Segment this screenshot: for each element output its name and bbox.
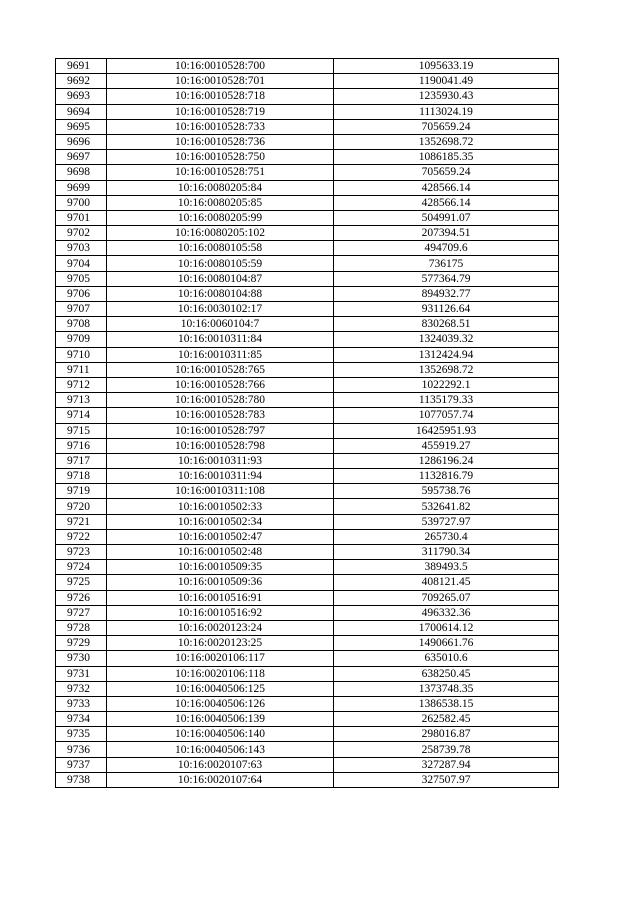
table-row [56,666,559,681]
table-row [56,772,559,787]
table-row [56,696,559,711]
cadastral-number-cell: 10:16:0080104:87 [107,271,334,286]
value-cell: 1135179.33 [334,393,559,408]
table-row [56,180,559,195]
row-number-cell: 9725 [56,575,107,590]
cadastral-number-cell: 10:16:0030102:17 [107,302,334,317]
cadastral-number-cell: 10:16:0010516:91 [107,590,334,605]
row-number-cell: 9710 [56,347,107,362]
cadastral-number-cell: 10:16:0010502:48 [107,545,334,560]
value-cell: 428566.14 [334,180,559,195]
row-number-cell: 9714 [56,408,107,423]
row-number-cell: 9726 [56,590,107,605]
table-row [56,712,559,727]
table-row [56,423,559,438]
value-cell: 635010.6 [334,651,559,666]
row-number-cell: 9729 [56,636,107,651]
cadastral-number-cell: 10:16:0080205:84 [107,180,334,195]
value-cell: 207394.51 [334,226,559,241]
value-cell: 1022292.1 [334,377,559,392]
row-number-cell: 9732 [56,681,107,696]
cadastral-number-cell: 10:16:0020123:24 [107,620,334,635]
cadastral-number-cell: 10:16:0040506:126 [107,696,334,711]
row-number-cell: 9700 [56,195,107,210]
cadastral-number-cell: 10:16:0020106:118 [107,666,334,681]
cadastral-number-cell: 10:16:0010528:783 [107,408,334,423]
cadastral-number-cell: 10:16:0010311:108 [107,484,334,499]
row-number-cell: 9712 [56,377,107,392]
table-row [56,89,559,104]
table-row [56,150,559,165]
cadastral-number-cell: 10:16:0080205:85 [107,195,334,210]
cadastral-number-cell: 10:16:0010528:766 [107,377,334,392]
row-number-cell: 9716 [56,438,107,453]
value-cell: 595738.76 [334,484,559,499]
cadastral-number-cell: 10:16:0010509:36 [107,575,334,590]
cadastral-number-cell: 10:16:0010528:780 [107,393,334,408]
cadastral-number-cell: 10:16:0010528:700 [107,59,334,74]
table-row [56,636,559,651]
row-number-cell: 9704 [56,256,107,271]
value-cell: 327507.97 [334,772,559,787]
table-row [56,393,559,408]
cadastral-number-cell: 10:16:0080105:59 [107,256,334,271]
cadastral-number-cell: 10:16:0010528:751 [107,165,334,180]
cadastral-number-cell: 10:16:0010516:92 [107,605,334,620]
cadastral-number-cell: 10:16:0010528:718 [107,89,334,104]
row-number-cell: 9697 [56,150,107,165]
cadastral-number-cell: 10:16:0010311:84 [107,332,334,347]
table-row [56,499,559,514]
value-cell: 1352698.72 [334,362,559,377]
table-row [56,575,559,590]
cadastral-number-cell: 10:16:0010311:93 [107,453,334,468]
table-row [56,317,559,332]
row-number-cell: 9735 [56,727,107,742]
row-number-cell: 9694 [56,104,107,119]
table-row [56,271,559,286]
row-number-cell: 9706 [56,286,107,301]
table-row [56,332,559,347]
value-cell: 1352698.72 [334,134,559,149]
value-cell: 638250.45 [334,666,559,681]
table-row [56,226,559,241]
row-number-cell: 9705 [56,271,107,286]
row-number-cell: 9738 [56,772,107,787]
value-cell: 455919.27 [334,438,559,453]
table-row [56,256,559,271]
cadastral-number-cell: 10:16:0020107:64 [107,772,334,787]
table-row [56,757,559,772]
value-cell: 327287.94 [334,757,559,772]
table-row [56,484,559,499]
table-row [56,590,559,605]
row-number-cell: 9733 [56,696,107,711]
row-number-cell: 9722 [56,529,107,544]
table-row [56,529,559,544]
row-number-cell: 9734 [56,712,107,727]
value-cell: 830268.51 [334,317,559,332]
row-number-cell: 9709 [56,332,107,347]
value-cell: 705659.24 [334,119,559,134]
row-number-cell: 9728 [56,620,107,635]
value-cell: 577364.79 [334,271,559,286]
table-row [56,302,559,317]
table-row [56,241,559,256]
row-number-cell: 9696 [56,134,107,149]
table-row [56,560,559,575]
value-cell: 894932.77 [334,286,559,301]
value-cell: 504991.07 [334,210,559,225]
table-row [56,286,559,301]
row-number-cell: 9698 [56,165,107,180]
cadastral-number-cell: 10:16:0040506:143 [107,742,334,757]
value-cell: 1086185.35 [334,150,559,165]
cadastral-number-cell: 10:16:0010311:85 [107,347,334,362]
value-cell: 539727.97 [334,514,559,529]
value-cell: 258739.78 [334,742,559,757]
value-cell: 298016.87 [334,727,559,742]
cadastral-number-cell: 10:16:0010528:733 [107,119,334,134]
cadastral-number-cell: 10:16:0010528:736 [107,134,334,149]
table-row [56,727,559,742]
table-row [56,453,559,468]
cadastral-number-cell: 10:16:0010502:34 [107,514,334,529]
cadastral-number-cell: 10:16:0010528:798 [107,438,334,453]
row-number-cell: 9720 [56,499,107,514]
value-cell: 1386538.15 [334,696,559,711]
table-row [56,362,559,377]
table-row [56,74,559,89]
value-cell: 496332.36 [334,605,559,620]
cadastral-number-cell: 10:16:0010311:94 [107,469,334,484]
cadastral-number-cell: 10:16:0080104:88 [107,286,334,301]
row-number-cell: 9730 [56,651,107,666]
cadastral-number-cell: 10:16:0020123:25 [107,636,334,651]
row-number-cell: 9699 [56,180,107,195]
cadastral-number-cell: 10:16:0080105:58 [107,241,334,256]
cadastral-number-cell: 10:16:0080205:99 [107,210,334,225]
row-number-cell: 9702 [56,226,107,241]
row-number-cell: 9736 [56,742,107,757]
table-row [56,210,559,225]
row-number-cell: 9718 [56,469,107,484]
data-table [55,58,559,788]
value-cell: 311790.34 [334,545,559,560]
cadastral-number-cell: 10:16:0010528:797 [107,423,334,438]
row-number-cell: 9713 [56,393,107,408]
table-row [56,651,559,666]
value-cell: 16425951.93 [334,423,559,438]
value-cell: 1113024.19 [334,104,559,119]
row-number-cell: 9731 [56,666,107,681]
cadastral-number-cell: 10:16:0010509:35 [107,560,334,575]
table-row [56,134,559,149]
row-number-cell: 9737 [56,757,107,772]
table-row [56,620,559,635]
row-number-cell: 9719 [56,484,107,499]
value-cell: 1490661.76 [334,636,559,651]
value-cell: 1286196.24 [334,453,559,468]
table-body [56,59,559,788]
table-row [56,438,559,453]
table-row [56,605,559,620]
row-number-cell: 9692 [56,74,107,89]
value-cell: 262582.45 [334,712,559,727]
row-number-cell: 9715 [56,423,107,438]
value-cell: 1235930.43 [334,89,559,104]
table-row [56,119,559,134]
cadastral-number-cell: 10:16:0080205:102 [107,226,334,241]
row-number-cell: 9701 [56,210,107,225]
row-number-cell: 9703 [56,241,107,256]
value-cell: 1190041.49 [334,74,559,89]
row-number-cell: 9691 [56,59,107,74]
value-cell: 736175 [334,256,559,271]
value-cell: 1132816.79 [334,469,559,484]
table-row [56,469,559,484]
row-number-cell: 9727 [56,605,107,620]
value-cell: 1077057.74 [334,408,559,423]
cadastral-number-cell: 10:16:0020107:63 [107,757,334,772]
row-number-cell: 9717 [56,453,107,468]
value-cell: 1324039.32 [334,332,559,347]
row-number-cell: 9723 [56,545,107,560]
row-number-cell: 9708 [56,317,107,332]
value-cell: 705659.24 [334,165,559,180]
cadastral-number-cell: 10:16:0010528:719 [107,104,334,119]
row-number-cell: 9724 [56,560,107,575]
table-row [56,408,559,423]
value-cell: 1373748.35 [334,681,559,696]
table-row [56,59,559,74]
table-row [56,377,559,392]
cadastral-number-cell: 10:16:0010502:47 [107,529,334,544]
value-cell: 532641.82 [334,499,559,514]
cadastral-number-cell: 10:16:0010528:701 [107,74,334,89]
row-number-cell: 9707 [56,302,107,317]
table-row [56,742,559,757]
value-cell: 494709.6 [334,241,559,256]
cadastral-number-cell: 10:16:0020106:117 [107,651,334,666]
value-cell: 709265.07 [334,590,559,605]
table-row [56,681,559,696]
value-cell: 1312424.94 [334,347,559,362]
value-cell: 428566.14 [334,195,559,210]
table-row [56,195,559,210]
value-cell: 389493.5 [334,560,559,575]
table-row [56,514,559,529]
row-number-cell: 9711 [56,362,107,377]
row-number-cell: 9695 [56,119,107,134]
cadastral-number-cell: 10:16:0040506:125 [107,681,334,696]
row-number-cell: 9721 [56,514,107,529]
value-cell: 408121.45 [334,575,559,590]
cadastral-number-cell: 10:16:0010502:33 [107,499,334,514]
table-row [56,165,559,180]
table-row [56,104,559,119]
cadastral-number-cell: 10:16:0040506:139 [107,712,334,727]
cadastral-number-cell: 10:16:0060104:7 [107,317,334,332]
value-cell: 265730.4 [334,529,559,544]
cadastral-number-cell: 10:16:0040506:140 [107,727,334,742]
cadastral-number-cell: 10:16:0010528:765 [107,362,334,377]
table-row [56,545,559,560]
table-row [56,347,559,362]
value-cell: 1700614.12 [334,620,559,635]
value-cell: 931126.64 [334,302,559,317]
row-number-cell: 9693 [56,89,107,104]
cadastral-number-cell: 10:16:0010528:750 [107,150,334,165]
value-cell: 1095633.19 [334,59,559,74]
